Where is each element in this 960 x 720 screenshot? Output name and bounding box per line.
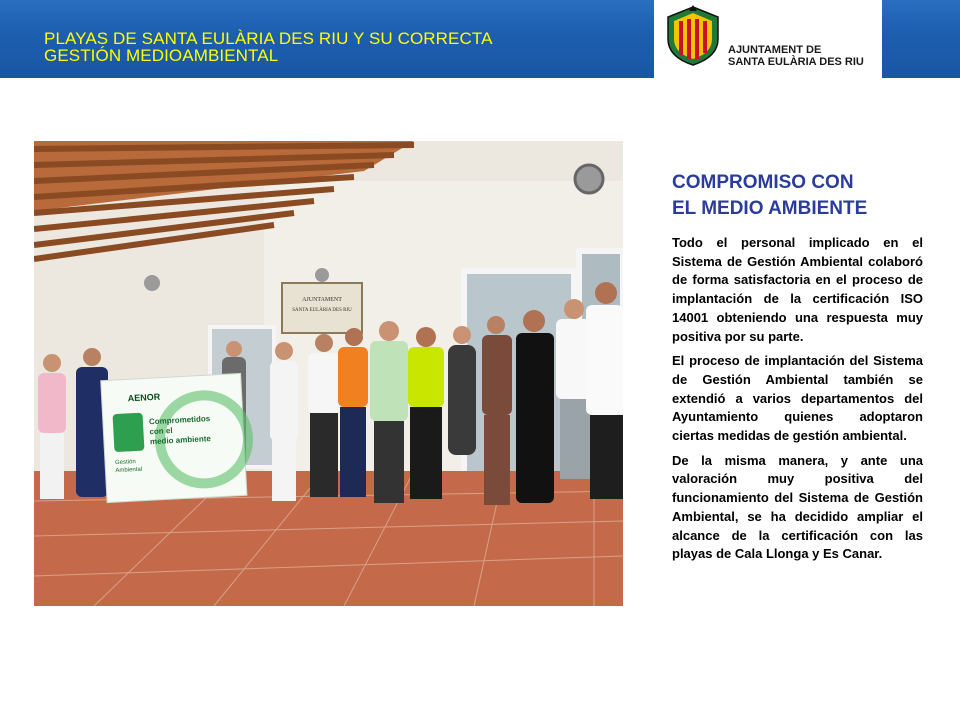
banner-cert-line-2: Ambiental	[115, 466, 143, 475]
banner-slogan-line-1: Comprometidos	[148, 414, 211, 427]
banner-cert-line-1: Gestión	[114, 459, 136, 467]
logo-text-line-2: SANTA EULÀRIA DES RIU	[728, 56, 864, 68]
banner-slogan-line-3: medio ambiente	[149, 434, 212, 447]
page-title	[44, 30, 634, 64]
sign-line-2: SANTA EULÀRIA DES RIU	[292, 308, 352, 313]
municipal-shield-icon	[662, 5, 724, 67]
paragraph-1: Todo el personal implicado en el Sistema de Gestión Ambiental colaboró de forma satisfactoria en el proceso de implantación de la certificación ISO 14001 obteniendo una respuesta muy positiva por su parte.	[672, 235, 923, 344]
sign-line-1: AJUNTAMENT	[302, 297, 342, 303]
content-column	[672, 170, 923, 570]
paragraph-2: El proceso de implantación del Sistema de Gestión Ambiental también se extendió a varios departamentos del Ayuntamiento quienes adoptaron ciertas medidas de gestión ambiental.	[672, 353, 923, 444]
section-heading-line-2: EL MEDIO AMBIENTE	[672, 198, 868, 219]
page-title-line-1: PLAYAS DE SANTA EULÀRIA DES RIU Y SU CORRECTA	[44, 29, 493, 48]
paragraph-3: De la misma manera, y ante una valoración muy positiva del funcionamiento del Sistema de Gestión Ambiental, se ha decidido ampliar el alcance de la certificación con las playas de Cala Llonga y Es Canar.	[672, 452, 923, 562]
group-photo-illustration	[34, 141, 623, 606]
municipal-logo-text	[728, 44, 864, 68]
banner-slogan-line-2: con el	[149, 426, 173, 437]
section-heading-line-1: COMPROMISO CON	[672, 172, 854, 193]
page-title-line-2: GESTIÓN MEDIOAMBIENTAL	[44, 46, 279, 65]
municipal-logo	[654, 0, 882, 78]
banner-brand: AENOR	[127, 391, 161, 404]
logo-text-line-1: AJUNTAMENT DE	[728, 44, 822, 56]
group-photo	[34, 141, 623, 606]
section-heading	[672, 170, 923, 222]
